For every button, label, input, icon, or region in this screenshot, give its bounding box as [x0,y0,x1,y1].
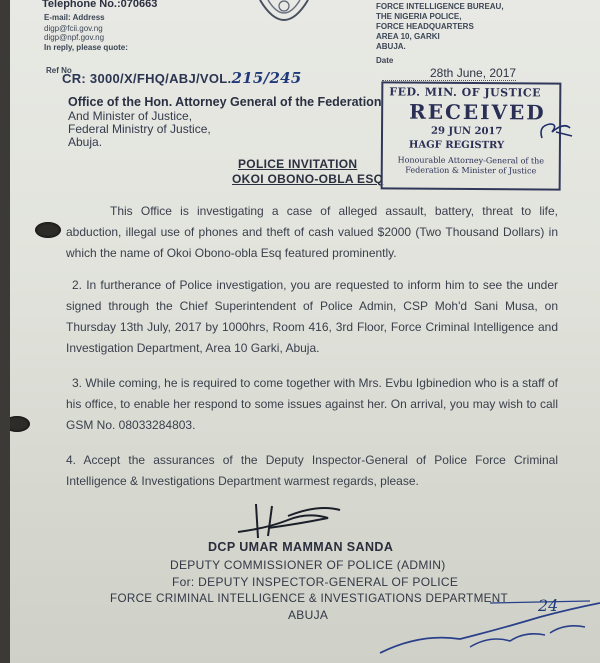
police-crest-icon [254,0,314,30]
reply-note: In reply, please quote: [44,43,128,52]
received-stamp [381,81,562,190]
letter-date: 28th June, 2017 [430,66,517,80]
addressee-office: Office of the Hon. Attorney General of the Federation [68,95,382,109]
signatory-name: DCP UMAR MAMMAN SANDA [208,540,394,554]
ref-label: Ref No [46,66,72,75]
margin-note: 24 [538,596,559,615]
handwritten-minute [300,573,600,663]
letter-page [10,0,600,663]
signatory-for-line: For: DEPUTY INSPECTOR-GENERAL OF POLICE [172,575,459,589]
letterhead-line-5: ABUJA. [376,42,406,51]
invitation-title: POLICE INVITATION [238,157,358,171]
reference-handwritten: 215/245 [231,69,302,87]
stamp-registry: HAGF REGISTRY [408,139,505,152]
letterhead-line-4: AREA 10, GARKI [376,32,440,41]
signatory-department: FORCE CRIMINAL INTELLIGENCE & INVESTIGATIONS DEPARTMENT [110,592,508,605]
signatory-rank: DEPUTY COMMISSIONER OF POLICE (ADMIN) [170,558,446,572]
stamp-footer: Honourable Attorney-General of the Federation & Minister of Justice [397,155,545,176]
punch-hole-bottom [10,416,30,432]
stamp-ministry: FED. MIN. OF JUSTICE [389,85,542,100]
paragraph-4: 4. Accept the assurances of the Deputy Inspector-General of Police Force Criminal Intelligence & Investigations Department warmest regards, please. [66,453,558,488]
letterhead-line-2: THE NIGERIA POLICE, [376,12,462,21]
reference-printed: CR: 3000/X/FHQ/ABJ/VOL. [62,71,232,86]
paragraph-1: This Office is investigating a case of alleged assault, battery, threat to life, abduction, illegal use of phones and theft of cash valued $2000 (Two Thousand Dollars) in which the name of Okoi Obono-obla Esq featured prominently. [66,204,558,260]
letterhead-line-3: FORCE HEADQUARTERS [376,22,474,31]
reference-number [62,69,302,87]
telephone-line: Telephone No.:070663 [42,0,158,10]
paragraph-3: 3. While coming, he is required to come together with Mrs. Evbu Igbinedion who is a staff of his office, to enable her respond to some issues against her. On arrival, you may wish to call GSM No. 08033284803. [66,376,558,432]
addressee-line-3: Abuja. [68,135,103,149]
invitation-subject: OKOI OBONO-OBLA ESQ [232,172,384,186]
email-line-1: digp@fcii.gov.ng [44,24,103,33]
stamp-received: RECEIVED [409,99,546,125]
letterhead-line-1: FORCE INTELLIGENCE BUREAU, [376,2,504,11]
handwritten-signature [228,498,348,542]
paragraph-2: 2. In furtherance of Police investigation, you are requested to inform him to see the under signed through the Chief Superintendent of Police Admin, CSP Moh'd Sani Musa, on Thursday 13th July, 2017 by 1000hrs, Room 416, 3rd Floor, Force Criminal Intelligence and Investigation Department, Area 10 Garki, Abuja. [66,278,558,355]
stamp-initial-mark [536,118,576,144]
email-label: E-mail: Address [44,13,105,22]
email-line-2: digp@npf.gov.ng [44,33,105,42]
signatory-city: ABUJA [288,608,329,622]
addressee-line-2: Federal Ministry of Justice, [68,122,211,136]
stamp-date: 29 JUN 2017 [430,125,503,138]
addressee-line-1: And Minister of Justice, [68,109,193,123]
date-label: Date [376,56,394,65]
punch-hole-top [35,222,61,238]
